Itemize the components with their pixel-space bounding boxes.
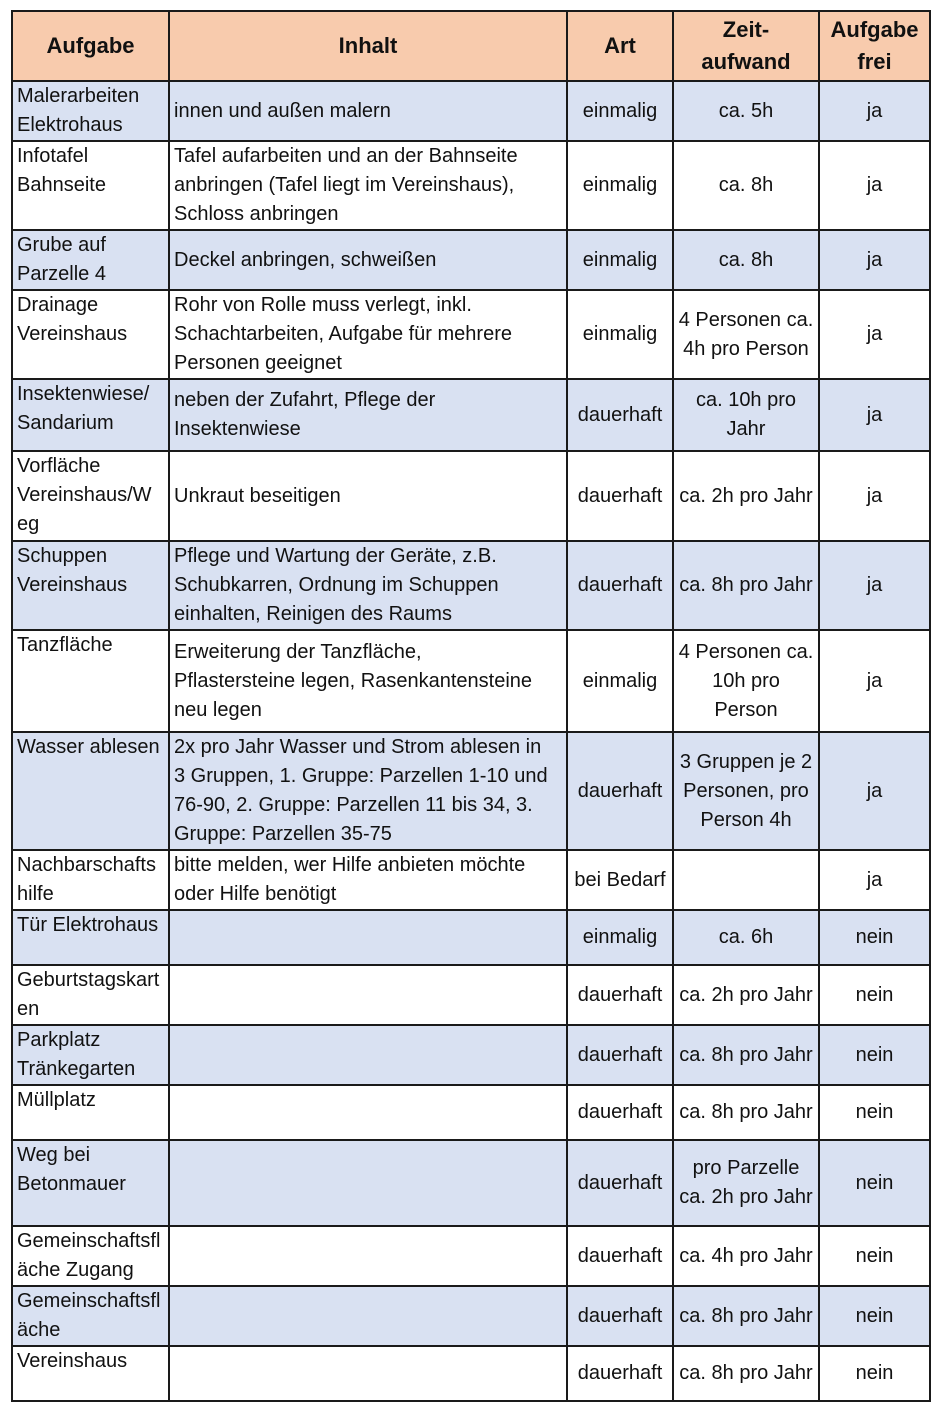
cell-inhalt: 2x pro Jahr Wasser und Strom ablesen in 3 Gruppen, 1. Gruppe: Parzellen 1-10 und 76-90, 2. Gruppe: Parzellen 11 bis 34, 3. Gruppe: Parzellen 35-75 [169, 732, 567, 850]
cell-inhalt [169, 1346, 567, 1401]
cell-art: einmalig [567, 290, 673, 379]
cell-zeitaufwand: ca. 2h pro Jahr [673, 451, 819, 541]
cell-zeitaufwand: ca. 8h [673, 230, 819, 290]
header-inhalt: Inhalt [169, 11, 567, 81]
cell-zeitaufwand [673, 850, 819, 910]
cell-zeitaufwand: ca. 6h [673, 910, 819, 965]
cell-aufgabe: Malerarbeiten Elektrohaus [12, 81, 169, 141]
cell-art: dauerhaft [567, 1025, 673, 1085]
cell-aufgabe: Grube auf Parzelle 4 [12, 230, 169, 290]
cell-zeitaufwand: ca. 2h pro Jahr [673, 965, 819, 1025]
table-row [12, 630, 930, 732]
cell-zeitaufwand: ca. 8h [673, 141, 819, 230]
cell-aufgabe: Vereinshaus [12, 1346, 169, 1401]
table-row [12, 732, 930, 850]
cell-aufgabe: Gemeinschaftsfl äche Zugang [12, 1226, 169, 1286]
cell-art: dauerhaft [567, 1346, 673, 1401]
cell-art: dauerhaft [567, 451, 673, 541]
cell-inhalt [169, 1286, 567, 1346]
cell-art: dauerhaft [567, 1140, 673, 1226]
cell-aufgabe: Vorfläche Vereinshaus/W eg [12, 451, 169, 541]
cell-aufgabe-frei: nein [819, 1346, 930, 1401]
cell-art: dauerhaft [567, 379, 673, 451]
cell-art: dauerhaft [567, 732, 673, 850]
cell-inhalt: Pflege und Wartung der Geräte, z.B. Schubkarren, Ordnung im Schuppen einhalten, Reinigen des Raums [169, 541, 567, 630]
cell-art: dauerhaft [567, 541, 673, 630]
cell-aufgabe: Infotafel Bahnseite [12, 141, 169, 230]
table-row [12, 965, 930, 1025]
cell-zeitaufwand: ca. 8h pro Jahr [673, 1286, 819, 1346]
table-row [12, 1226, 930, 1286]
cell-zeitaufwand: ca. 4h pro Jahr [673, 1226, 819, 1286]
cell-art: bei Bedarf [567, 850, 673, 910]
cell-aufgabe: Parkplatz Tränkegarten [12, 1025, 169, 1085]
cell-aufgabe: Drainage Vereinshaus [12, 290, 169, 379]
cell-inhalt: Rohr von Rolle muss verlegt, inkl. Schachtarbeiten, Aufgabe für mehrere Personen geeignet [169, 290, 567, 379]
table-row [12, 81, 930, 141]
cell-zeitaufwand: 4 Personen ca. 10h pro Person [673, 630, 819, 732]
cell-aufgabe-frei: nein [819, 1025, 930, 1085]
cell-art: einmalig [567, 910, 673, 965]
cell-inhalt: bitte melden, wer Hilfe anbieten möchte oder Hilfe benötigt [169, 850, 567, 910]
cell-zeitaufwand: 3 Gruppen je 2 Personen, pro Person 4h [673, 732, 819, 850]
cell-aufgabe-frei: ja [819, 290, 930, 379]
cell-aufgabe-frei: ja [819, 141, 930, 230]
cell-zeitaufwand: ca. 8h pro Jahr [673, 541, 819, 630]
cell-aufgabe-frei: ja [819, 732, 930, 850]
table-row [12, 379, 930, 451]
cell-aufgabe-frei: ja [819, 81, 930, 141]
table-row [12, 290, 930, 379]
cell-zeitaufwand: 4 Personen ca. 4h pro Person [673, 290, 819, 379]
cell-art: einmalig [567, 81, 673, 141]
task-table [11, 10, 931, 1402]
cell-inhalt: Unkraut beseitigen [169, 451, 567, 541]
cell-art: dauerhaft [567, 1226, 673, 1286]
cell-aufgabe-frei: ja [819, 451, 930, 541]
cell-aufgabe: Weg bei Betonmauer [12, 1140, 169, 1226]
cell-aufgabe-frei: nein [819, 1085, 930, 1140]
cell-zeitaufwand: pro Parzelle ca. 2h pro Jahr [673, 1140, 819, 1226]
cell-art: dauerhaft [567, 965, 673, 1025]
header-row [12, 11, 930, 81]
cell-inhalt: innen und außen malern [169, 81, 567, 141]
table-row [12, 230, 930, 290]
cell-aufgabe-frei: nein [819, 965, 930, 1025]
cell-aufgabe: Müllplatz [12, 1085, 169, 1140]
table-row [12, 1346, 930, 1401]
cell-aufgabe-frei: nein [819, 1226, 930, 1286]
cell-inhalt [169, 1226, 567, 1286]
cell-inhalt: Deckel anbringen, schweißen [169, 230, 567, 290]
cell-aufgabe: Tanzfläche [12, 630, 169, 732]
table-row [12, 1085, 930, 1140]
cell-zeitaufwand: ca. 5h [673, 81, 819, 141]
table-row [12, 141, 930, 230]
cell-inhalt [169, 965, 567, 1025]
cell-zeitaufwand: ca. 8h pro Jahr [673, 1085, 819, 1140]
cell-art: dauerhaft [567, 1085, 673, 1140]
cell-aufgabe-frei: ja [819, 379, 930, 451]
cell-inhalt [169, 1140, 567, 1226]
table-row [12, 1286, 930, 1346]
cell-art: dauerhaft [567, 1286, 673, 1346]
cell-aufgabe: Gemeinschaftsfl äche [12, 1286, 169, 1346]
cell-aufgabe: Wasser ablesen [12, 732, 169, 850]
cell-aufgabe: Insektenwiese/ Sandarium [12, 379, 169, 451]
cell-inhalt: neben der Zufahrt, Pflege der Insektenwiese [169, 379, 567, 451]
table-row [12, 850, 930, 910]
table-row [12, 451, 930, 541]
cell-aufgabe: Tür Elektrohaus [12, 910, 169, 965]
cell-aufgabe-frei: ja [819, 850, 930, 910]
cell-aufgabe: Nachbarschafts hilfe [12, 850, 169, 910]
header-art: Art [567, 11, 673, 81]
cell-aufgabe-frei: nein [819, 1286, 930, 1346]
cell-inhalt: Erweiterung der Tanzfläche, Pflastersteine legen, Rasenkantensteine neu legen [169, 630, 567, 732]
cell-art: einmalig [567, 141, 673, 230]
cell-inhalt [169, 1025, 567, 1085]
table-row [12, 541, 930, 630]
cell-aufgabe: Geburtstagskart en [12, 965, 169, 1025]
cell-aufgabe-frei: ja [819, 630, 930, 732]
cell-aufgabe: Schuppen Vereinshaus [12, 541, 169, 630]
cell-aufgabe-frei: ja [819, 230, 930, 290]
cell-zeitaufwand: ca. 8h pro Jahr [673, 1346, 819, 1401]
cell-aufgabe-frei: nein [819, 1140, 930, 1226]
header-aufgabe-frei: Aufgabe frei [819, 11, 930, 81]
table-row [12, 910, 930, 965]
cell-inhalt [169, 1085, 567, 1140]
cell-inhalt [169, 910, 567, 965]
header-zeitaufwand: Zeit- aufwand [673, 11, 819, 81]
cell-aufgabe-frei: nein [819, 910, 930, 965]
table-row [12, 1140, 930, 1226]
cell-inhalt: Tafel aufarbeiten und an der Bahnseite anbringen (Tafel liegt im Vereinshaus), Schloss anbringen [169, 141, 567, 230]
cell-art: einmalig [567, 630, 673, 732]
cell-zeitaufwand: ca. 8h pro Jahr [673, 1025, 819, 1085]
cell-zeitaufwand: ca. 10h pro Jahr [673, 379, 819, 451]
header-aufgabe: Aufgabe [12, 11, 169, 81]
table-row [12, 1025, 930, 1085]
cell-aufgabe-frei: ja [819, 541, 930, 630]
cell-art: einmalig [567, 230, 673, 290]
